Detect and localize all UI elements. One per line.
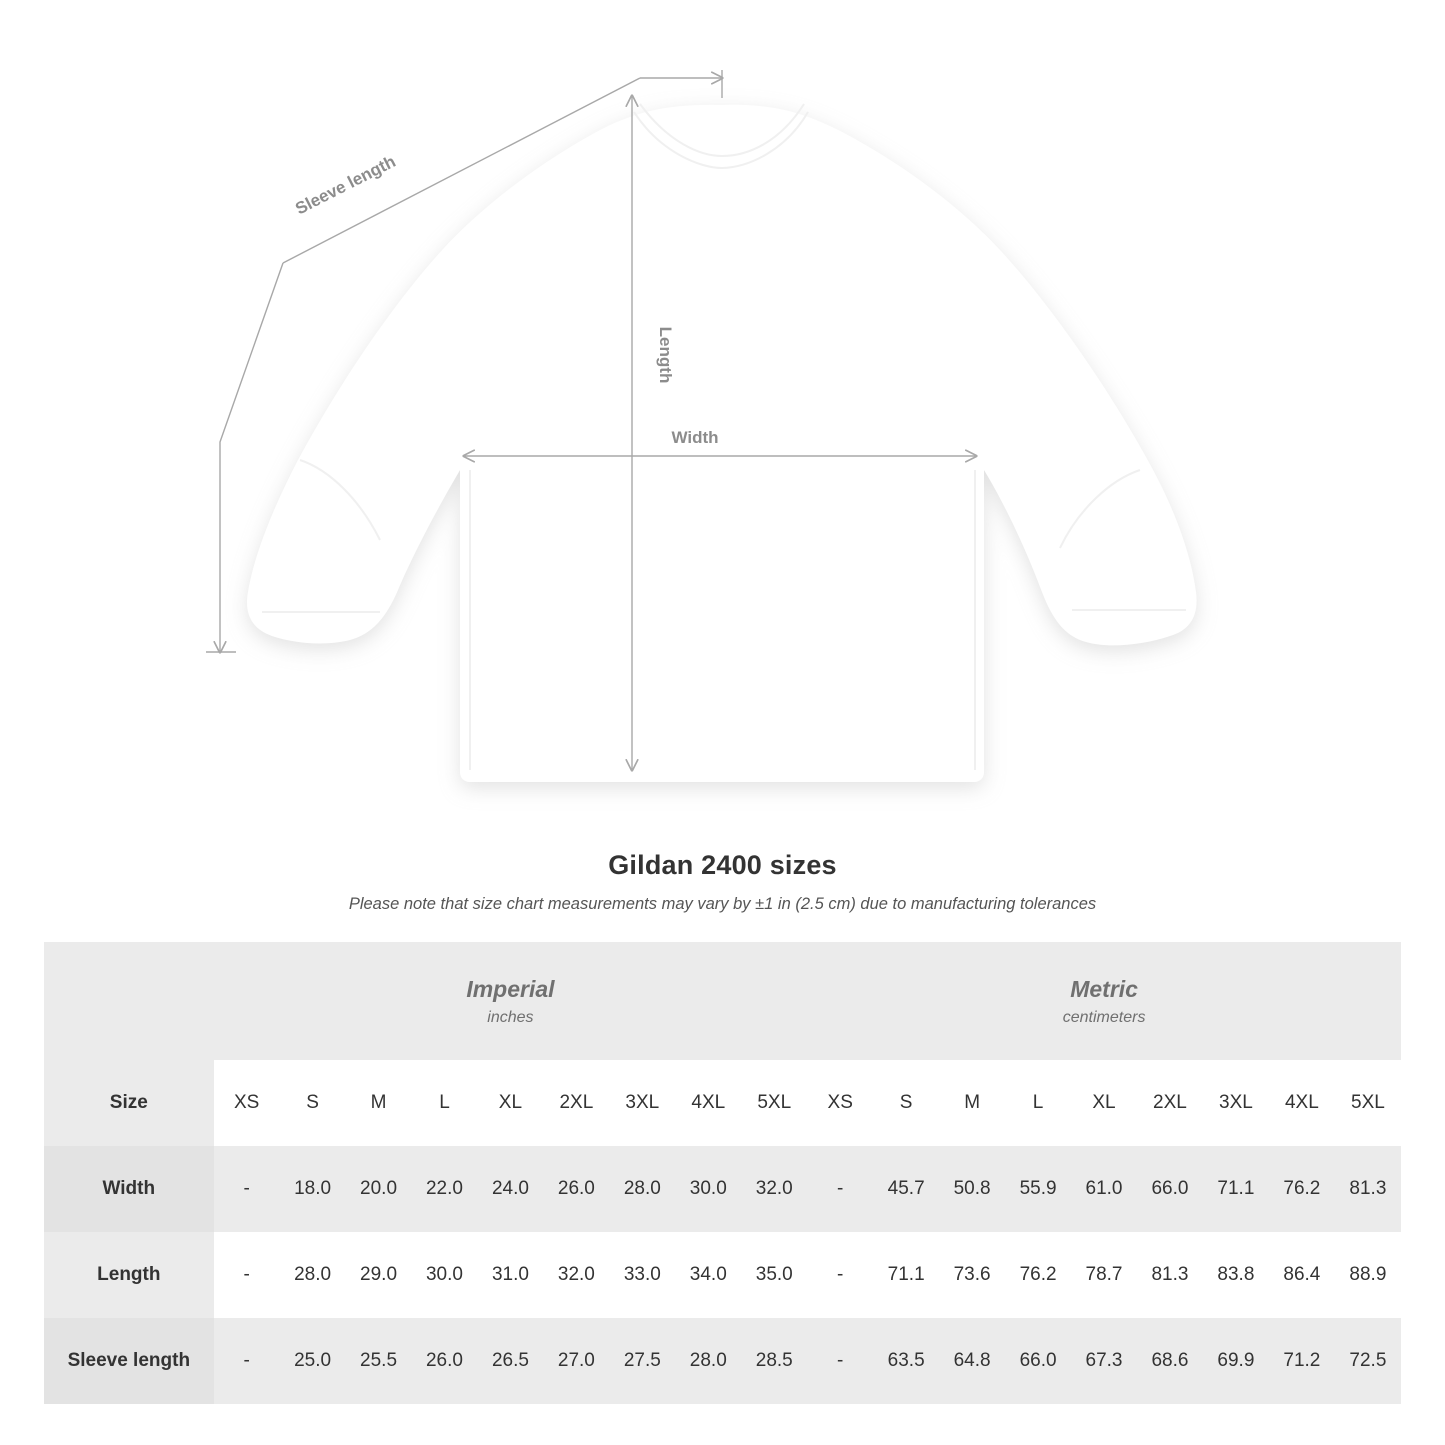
table-row — [44, 1232, 1401, 1318]
row-label-width: Width — [44, 1146, 214, 1232]
size-header-metric-xs: XS — [807, 1060, 873, 1146]
cell-length-metric-xl: 78.7 — [1071, 1232, 1137, 1318]
cell-length-imperial-3xl: 33.0 — [609, 1232, 675, 1318]
cell-sleeve-imperial-xs: - — [214, 1318, 280, 1404]
unit-header-spacer — [44, 942, 214, 1060]
unit-name-metric: Metric — [1070, 976, 1138, 1003]
length-label: Length — [656, 326, 675, 384]
size-header-imperial-xs: XS — [214, 1060, 280, 1146]
sleeve-length-label: Sleeve length — [292, 151, 399, 219]
cell-length-metric-xs: - — [807, 1232, 873, 1318]
size-header-row — [44, 1060, 1401, 1146]
cell-width-imperial-3xl: 28.0 — [609, 1146, 675, 1232]
cell-sleeve-metric-m: 64.8 — [939, 1318, 1005, 1404]
cell-length-imperial-xs: - — [214, 1232, 280, 1318]
cell-sleeve-metric-xl: 67.3 — [1071, 1318, 1137, 1404]
cell-length-imperial-s: 28.0 — [280, 1232, 346, 1318]
cell-sleeve-imperial-s: 25.0 — [280, 1318, 346, 1404]
cell-width-imperial-l: 22.0 — [412, 1146, 478, 1232]
cell-length-imperial-m: 29.0 — [346, 1232, 412, 1318]
cell-length-metric-s: 71.1 — [873, 1232, 939, 1318]
cell-width-imperial-s: 18.0 — [280, 1146, 346, 1232]
cell-width-imperial-4xl: 30.0 — [675, 1146, 741, 1232]
cell-length-metric-l: 76.2 — [1005, 1232, 1071, 1318]
cell-length-imperial-4xl: 34.0 — [675, 1232, 741, 1318]
cell-length-metric-3xl: 83.8 — [1203, 1232, 1269, 1318]
size-header-imperial-l: L — [412, 1060, 478, 1146]
cell-length-metric-m: 73.6 — [939, 1232, 1005, 1318]
size-header-metric-xl: XL — [1071, 1060, 1137, 1146]
cell-width-metric-s: 45.7 — [873, 1146, 939, 1232]
cell-sleeve-imperial-2xl: 27.0 — [543, 1318, 609, 1404]
cell-sleeve-metric-2xl: 68.6 — [1137, 1318, 1203, 1404]
cell-width-metric-3xl: 71.1 — [1203, 1146, 1269, 1232]
cell-width-imperial-xl: 24.0 — [477, 1146, 543, 1232]
title-block — [0, 850, 1445, 914]
table-row — [44, 1318, 1401, 1404]
size-header-imperial-2xl: 2XL — [543, 1060, 609, 1146]
size-header-metric-2xl: 2XL — [1137, 1060, 1203, 1146]
cell-width-metric-xs: - — [807, 1146, 873, 1232]
row-label-sleeve-length: Sleeve length — [44, 1318, 214, 1404]
size-header-metric-5xl: 5XL — [1335, 1060, 1401, 1146]
cell-width-imperial-xs: - — [214, 1146, 280, 1232]
size-header-imperial-4xl: 4XL — [675, 1060, 741, 1146]
cell-length-imperial-2xl: 32.0 — [543, 1232, 609, 1318]
cell-length-imperial-l: 30.0 — [412, 1232, 478, 1318]
size-header-imperial-3xl: 3XL — [609, 1060, 675, 1146]
size-header-imperial-m: M — [346, 1060, 412, 1146]
cell-length-metric-4xl: 86.4 — [1269, 1232, 1335, 1318]
size-header-metric-3xl: 3XL — [1203, 1060, 1269, 1146]
cell-sleeve-metric-xs: - — [807, 1318, 873, 1404]
size-header-label: Size — [44, 1060, 214, 1146]
cell-width-metric-xl: 61.0 — [1071, 1146, 1137, 1232]
cell-width-imperial-2xl: 26.0 — [543, 1146, 609, 1232]
cell-length-metric-5xl: 88.9 — [1335, 1232, 1401, 1318]
width-label: Width — [671, 428, 719, 447]
cell-width-imperial-m: 20.0 — [346, 1146, 412, 1232]
cell-width-metric-l: 55.9 — [1005, 1146, 1071, 1232]
size-header-metric-l: L — [1005, 1060, 1071, 1146]
cell-sleeve-metric-s: 63.5 — [873, 1318, 939, 1404]
cell-sleeve-metric-5xl: 72.5 — [1335, 1318, 1401, 1404]
cell-width-imperial-5xl: 32.0 — [741, 1146, 807, 1232]
cell-sleeve-imperial-l: 26.0 — [412, 1318, 478, 1404]
unit-name-imperial: Imperial — [466, 976, 555, 1003]
cell-width-metric-m: 50.8 — [939, 1146, 1005, 1232]
table-row — [44, 1146, 1401, 1232]
cell-sleeve-imperial-3xl: 27.5 — [609, 1318, 675, 1404]
unit-header-metric — [807, 942, 1401, 1060]
size-header-metric-m: M — [939, 1060, 1005, 1146]
cell-sleeve-metric-4xl: 71.2 — [1269, 1318, 1335, 1404]
unit-sub-imperial: inches — [487, 1008, 534, 1026]
shirt-shape — [247, 105, 1197, 782]
size-header-metric-4xl: 4XL — [1269, 1060, 1335, 1146]
cell-sleeve-imperial-xl: 26.5 — [477, 1318, 543, 1404]
cell-sleeve-imperial-4xl: 28.0 — [675, 1318, 741, 1404]
cell-length-imperial-5xl: 35.0 — [741, 1232, 807, 1318]
row-label-length: Length — [44, 1232, 214, 1318]
cell-length-metric-2xl: 81.3 — [1137, 1232, 1203, 1318]
size-header-imperial-xl: XL — [477, 1060, 543, 1146]
cell-sleeve-metric-3xl: 69.9 — [1203, 1318, 1269, 1404]
tolerance-note: Please note that size chart measurements may vary by ±1 in (2.5 cm) due to manufacturing tolerances — [348, 895, 1097, 913]
cell-length-imperial-xl: 31.0 — [477, 1232, 543, 1318]
size-header-metric-s: S — [873, 1060, 939, 1146]
size-header-imperial-5xl: 5XL — [741, 1060, 807, 1146]
size-chart-table — [44, 942, 1401, 1404]
cell-width-metric-2xl: 66.0 — [1137, 1146, 1203, 1232]
cell-sleeve-imperial-m: 25.5 — [346, 1318, 412, 1404]
size-header-imperial-s: S — [280, 1060, 346, 1146]
page-title: Gildan 2400 sizes — [608, 850, 837, 880]
unit-header-row — [44, 942, 1401, 1060]
cell-width-metric-4xl: 76.2 — [1269, 1146, 1335, 1232]
unit-sub-metric: centimeters — [1062, 1008, 1146, 1026]
unit-header-imperial — [214, 942, 808, 1060]
size-table-wrapper — [44, 942, 1401, 1404]
cell-sleeve-imperial-5xl: 28.5 — [741, 1318, 807, 1404]
cell-sleeve-metric-l: 66.0 — [1005, 1318, 1071, 1404]
cell-width-metric-5xl: 81.3 — [1335, 1146, 1401, 1232]
